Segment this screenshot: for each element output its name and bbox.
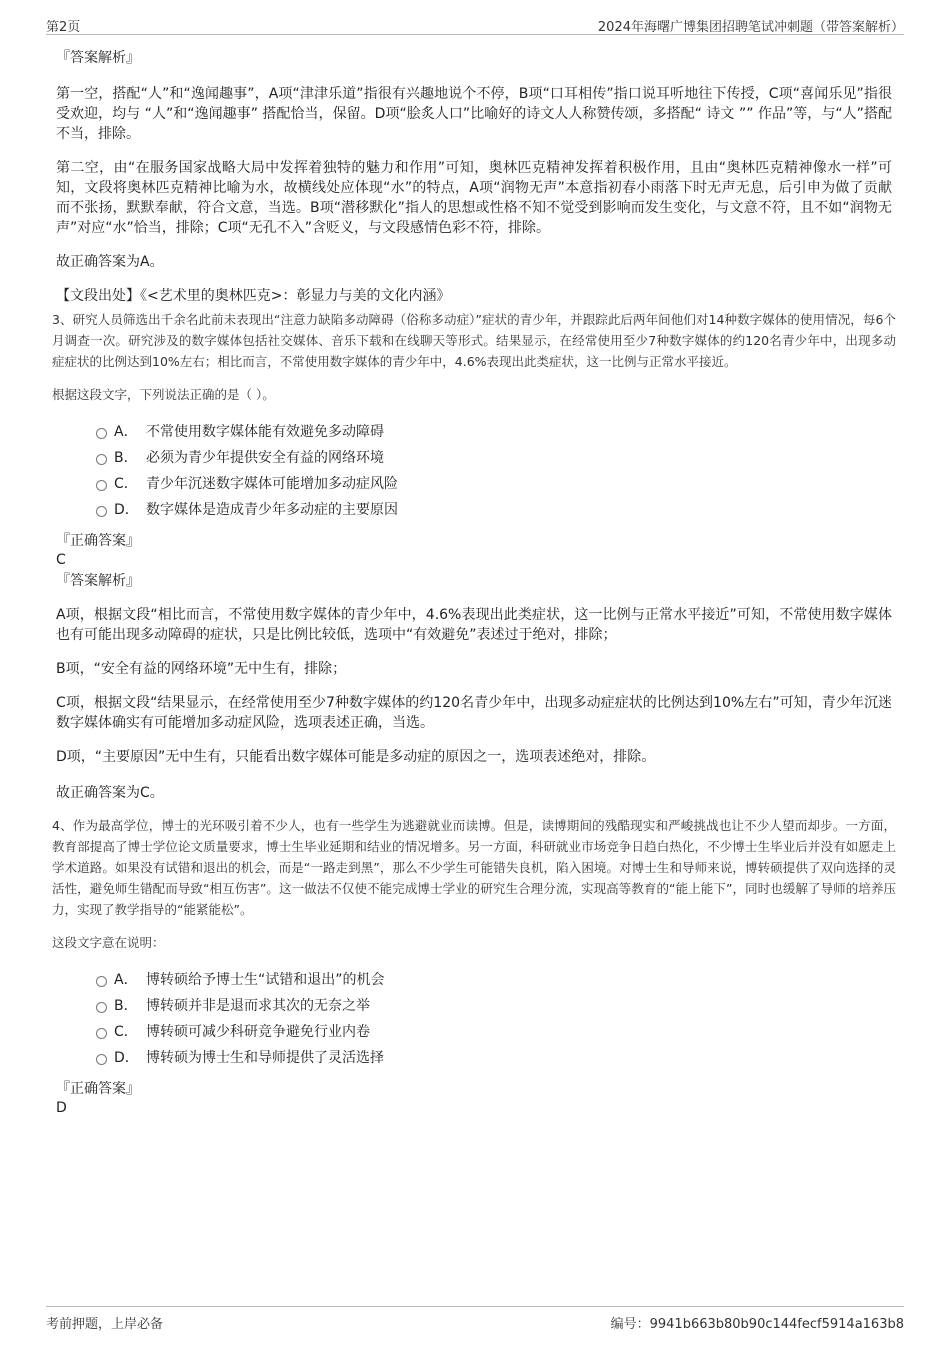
analysis-paragraph: 第一空，搭配“人”和“逸闻趣事”，A项“津津乐道”指很有兴趣地说个不停，B项“口耳相传”指口说耳听地往下传授，C项“喜闻乐见”指很受欢迎，均与 “人”和“逸闻趣事” 搭配恰当，保留。D项“脍炙人口”比喻好的诗文人人称赞传颂，多搭配“ 诗文 ”” 作品”等，与“人”搭配不当，排除。 xyxy=(56,86,892,142)
radio-icon[interactable] xyxy=(96,976,107,987)
option-a[interactable] xyxy=(56,967,892,993)
option-text: 博转硕给予博士生“试错和退出”的机会 xyxy=(146,972,385,988)
option-letter: D． xyxy=(114,1050,139,1066)
option-c[interactable] xyxy=(56,1019,892,1045)
option-a[interactable] xyxy=(56,419,892,445)
answer-conclusion: 故正确答案为A。 xyxy=(56,254,164,270)
analysis-paragraph: A项，根据文段“相比而言，不常使用数字媒体的青少年中，4.6%表现出此类症状，这一比例与正常水平接近”可知，不常使用数字媒体也有可能出现多动障碍的症状，只是比例比较低，选项中“有效避免”表述过于绝对，排除； xyxy=(56,607,892,643)
option-text: 博转硕为博士生和导师提供了灵活选择 xyxy=(146,1050,384,1066)
passage-source: 【文段出处】《<艺术里的奥林匹克>：彰显力与美的文化内涵》 xyxy=(56,288,451,304)
option-letter: B． xyxy=(114,998,138,1014)
correct-answer: D xyxy=(56,1100,67,1116)
option-list xyxy=(56,967,892,1071)
radio-icon[interactable] xyxy=(96,1002,107,1013)
option-d[interactable] xyxy=(56,497,892,523)
question-stem: 3、研究人员筛选出千余名此前未表现出“注意力缺陷多动障碍（俗称多动症）”症状的青少年，并跟踪此后两年间他们对14种数字媒体的使用情况，每6个月调查一次。研究涉及的数字媒体包括社交媒体、音乐下载和在线聊天等形式。结果显示，在经常使用至少7种数字媒体的约120名青少年中，出现多动症症状的比例达到10%左右；相比而言，不常使用数字媒体的青少年中，4.6%表现出此类症状，这一比例与正常水平接近。 xyxy=(52,312,896,369)
option-letter: B． xyxy=(114,450,138,466)
option-text: 青少年沉迷数字媒体可能增加多动症风险 xyxy=(146,476,398,492)
header-divider xyxy=(46,34,904,35)
footer-divider xyxy=(46,1306,904,1307)
option-b[interactable] xyxy=(56,993,892,1019)
option-text: 不常使用数字媒体能有效避免多动障碍 xyxy=(146,424,384,440)
question-prompt: 根据这段文字，下列说法正确的是（ ）。 xyxy=(52,387,275,402)
option-letter: C． xyxy=(114,1024,138,1040)
option-letter: D． xyxy=(114,502,139,518)
analysis-paragraph: 第二空，由“在服务国家战略大局中发挥着独特的魅力和作用”可知，奥林匹克精神发挥着积极作用，且由“奥林匹克精神像水一样”可知，文段将奥林匹克精神比喻为水，故横线处应体现“水”的特点，A项“润物无声”本意指初春小雨落下时无声无息，后引申为做了贡献而不张扬，默默奉献，符合文意，当选。B项“潜移默化”指人的思想或性格不知不觉受到影响而发生变化，与文意不符，且不如“润物无声”对应“水”恰当，排除；C项“无孔不入”含贬义，与文段感情色彩不符，排除。 xyxy=(56,160,892,236)
correct-answer-label: 『正确答案』 xyxy=(56,533,140,549)
option-text: 博转硕可减少科研竞争避免行业内卷 xyxy=(146,1024,370,1040)
option-list xyxy=(56,419,892,523)
option-letter: C． xyxy=(114,476,138,492)
analysis-paragraph: D项，“主要原因”无中生有，只能看出数字媒体可能是多动症的原因之一，选项表述绝对，排除。 xyxy=(56,749,656,765)
radio-icon[interactable] xyxy=(96,1054,107,1065)
option-b[interactable] xyxy=(56,445,892,471)
option-text: 必须为青少年提供安全有益的网络环境 xyxy=(146,450,384,466)
radio-icon[interactable] xyxy=(96,454,107,465)
question-stem: 4、作为最高学位，博士的光环吸引着不少人，也有一些学生为逃避就业而读博。但是，读博期间的残酷现实和严峻挑战也让不少人望而却步。一方面，教育部提高了博士学位论文质量要求，博士生毕业延期和结业的情况增多。另一方面，科研就业市场竞争日趋白热化，不少博士生毕业后并没有如愿走上学术道路。如果没有试错和退出的机会，而是“一路走到黑”，那么不少学生可能错失良机，陷入困境。对博士生和导师来说，博转硕提供了双向选择的灵活性，避免师生错配而导致“相互伤害”。这一做法不仅使不能完成博士学业的研究生合理分流，实现高等教育的“能上能下”，同时也缓解了导师的培养压力，实现了教学指导的“能紧能松”。 xyxy=(52,818,896,917)
analysis-label: 『答案解析』 xyxy=(56,573,140,589)
radio-icon[interactable] xyxy=(96,428,107,439)
option-letter: A． xyxy=(114,424,138,440)
document-code: 编号：9941b663b80b90c144fecf5914a163b8 xyxy=(610,1317,904,1332)
analysis-paragraph: B项，“安全有益的网络环境”无中生有，排除； xyxy=(56,661,347,677)
page-header xyxy=(0,0,950,34)
answer-conclusion: 故正确答案为C。 xyxy=(56,785,164,801)
option-text: 博转硕并非是退而求其次的无奈之举 xyxy=(146,998,370,1014)
radio-icon[interactable] xyxy=(96,1028,107,1039)
footer-slogan: 考前押题，上岸必备 xyxy=(46,1317,164,1332)
option-c[interactable] xyxy=(56,471,892,497)
correct-answer: C xyxy=(56,552,66,568)
radio-icon[interactable] xyxy=(96,480,107,491)
radio-icon[interactable] xyxy=(96,506,107,517)
correct-answer-label: 『正确答案』 xyxy=(56,1081,140,1097)
page-number: 第2页 xyxy=(46,20,81,35)
option-text: 数字媒体是造成青少年多动症的主要原因 xyxy=(146,502,398,518)
question-prompt: 这段文字意在说明： xyxy=(52,935,165,950)
analysis-label: 『答案解析』 xyxy=(56,50,140,66)
option-letter: A． xyxy=(114,972,138,988)
analysis-paragraph: C项，根据文段“结果显示，在经常使用至少7种数字媒体的约120名青少年中，出现多动症症状的比例达到10%左右”可知，青少年沉迷数字媒体确实有可能增加多动症风险，选项表述正确，当选。 xyxy=(56,695,892,731)
option-d[interactable] xyxy=(56,1045,892,1071)
document-body xyxy=(52,46,896,1117)
document-title: 2024年海曙广博集团招聘笔试冲刺题（带答案解析） xyxy=(597,20,904,35)
